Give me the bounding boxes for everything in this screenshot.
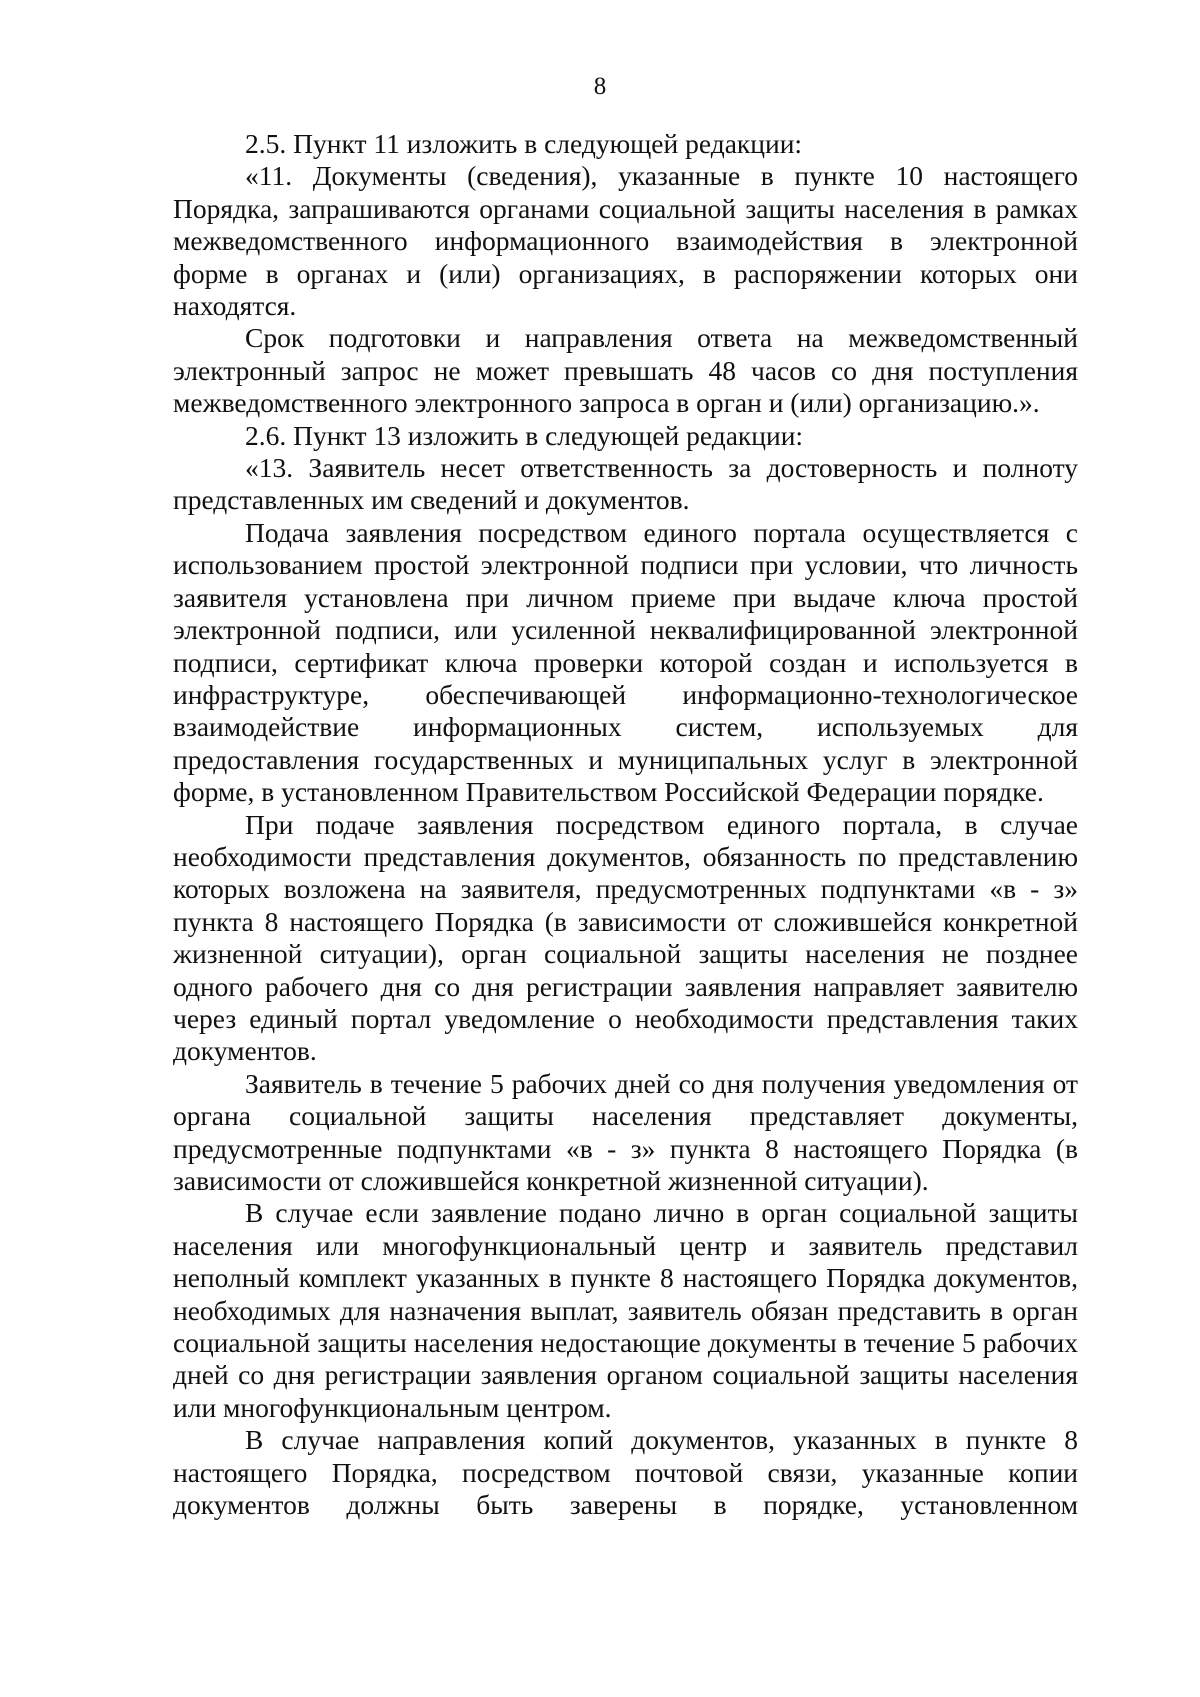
paragraph-13-text: «13. Заявитель несет ответственность за достоверность и полноту представленных им сведений и документов.	[173, 452, 1078, 516]
paragraph-2-6-heading: 2.6. Пункт 13 изложить в следующей редакции:	[245, 419, 804, 451]
page-number: 8	[593, 73, 607, 100]
paragraph-11-text: «11. Документы (сведения), указанные в пункте 10 настоящего Порядка, запрашиваются органами социальной защиты населения в рамках межведомственного информационного взаимодействия в электронной форме в органах и (или) организациях, в распоряжении которых они находятся.	[173, 160, 1078, 322]
document-body	[173, 128, 1078, 1521]
paragraph-postal-copies: В случае направления копий документов, указанных в пункте 8 настоящего Порядка, посредством почтовой связи, указанные копии документов должны быть заверены в порядке, установленном	[173, 1424, 1078, 1521]
paragraph-incomplete-set: В случае если заявление подано лично в орган социальной защиты населения или многофункциональный центр и заявитель представил неполный комплект указанных в пункте 8 настоящего Порядка документов, необходимых для назначения выплат, заявитель обязан представить в орган социальной защиты населения недостающие документы в течение 5 рабочих дней со дня регистрации заявления органом социальной защиты населения или многофункциональным центром.	[173, 1197, 1078, 1423]
paragraph-2-5-heading: 2.5. Пункт 11 изложить в следующей редакции:	[245, 128, 803, 159]
paragraph-applicant-deadline: Заявитель в течение 5 рабочих дней со дня получения уведомления от органа социальной защиты населения представляет документы, предусмотренные подпунктами «в - з» пункта 8 настоящего Порядка (в зависимости от сложившейся конкретной жизненной ситуации).	[173, 1067, 1078, 1196]
paragraph-response-deadline: Срок подготовки и направления ответа на межведомственный электронный запрос не может превышать 48 часов со дня поступления межведомственного электронного запроса в орган и (или) организацию.».	[173, 322, 1078, 419]
paragraph-electronic-signature: Подача заявления посредством единого портала осуществляется с использованием простой электронной подписи при условии, что личность заявителя установлена при личном приеме при выдаче ключа простой электронной подписи, или усиленной неквалифицированной электронной подписи, сертификат ключа проверки которой создан и используется в инфраструктуре, обеспечивающей информационно-технологическое взаимодействие информационных систем, используемых для предоставления государственных и муниципальных услуг в электронной форме, в установленном Правительством Российской Федерации порядке.	[173, 516, 1078, 808]
paragraph-portal-notification: При подаче заявления посредством единого портала, в случае необходимости представления документов, обязанность по представлению которых возложена на заявителя, предусмотренных подпунктами «в - з» пункта 8 настоящего Порядка (в зависимости от сложившейся конкретной жизненной ситуации), орган социальной защиты населения не позднее одного рабочего дня со дня регистрации заявления направляет заявителю через единый портал уведомление о необходимости представления таких документов.	[173, 808, 1078, 1067]
